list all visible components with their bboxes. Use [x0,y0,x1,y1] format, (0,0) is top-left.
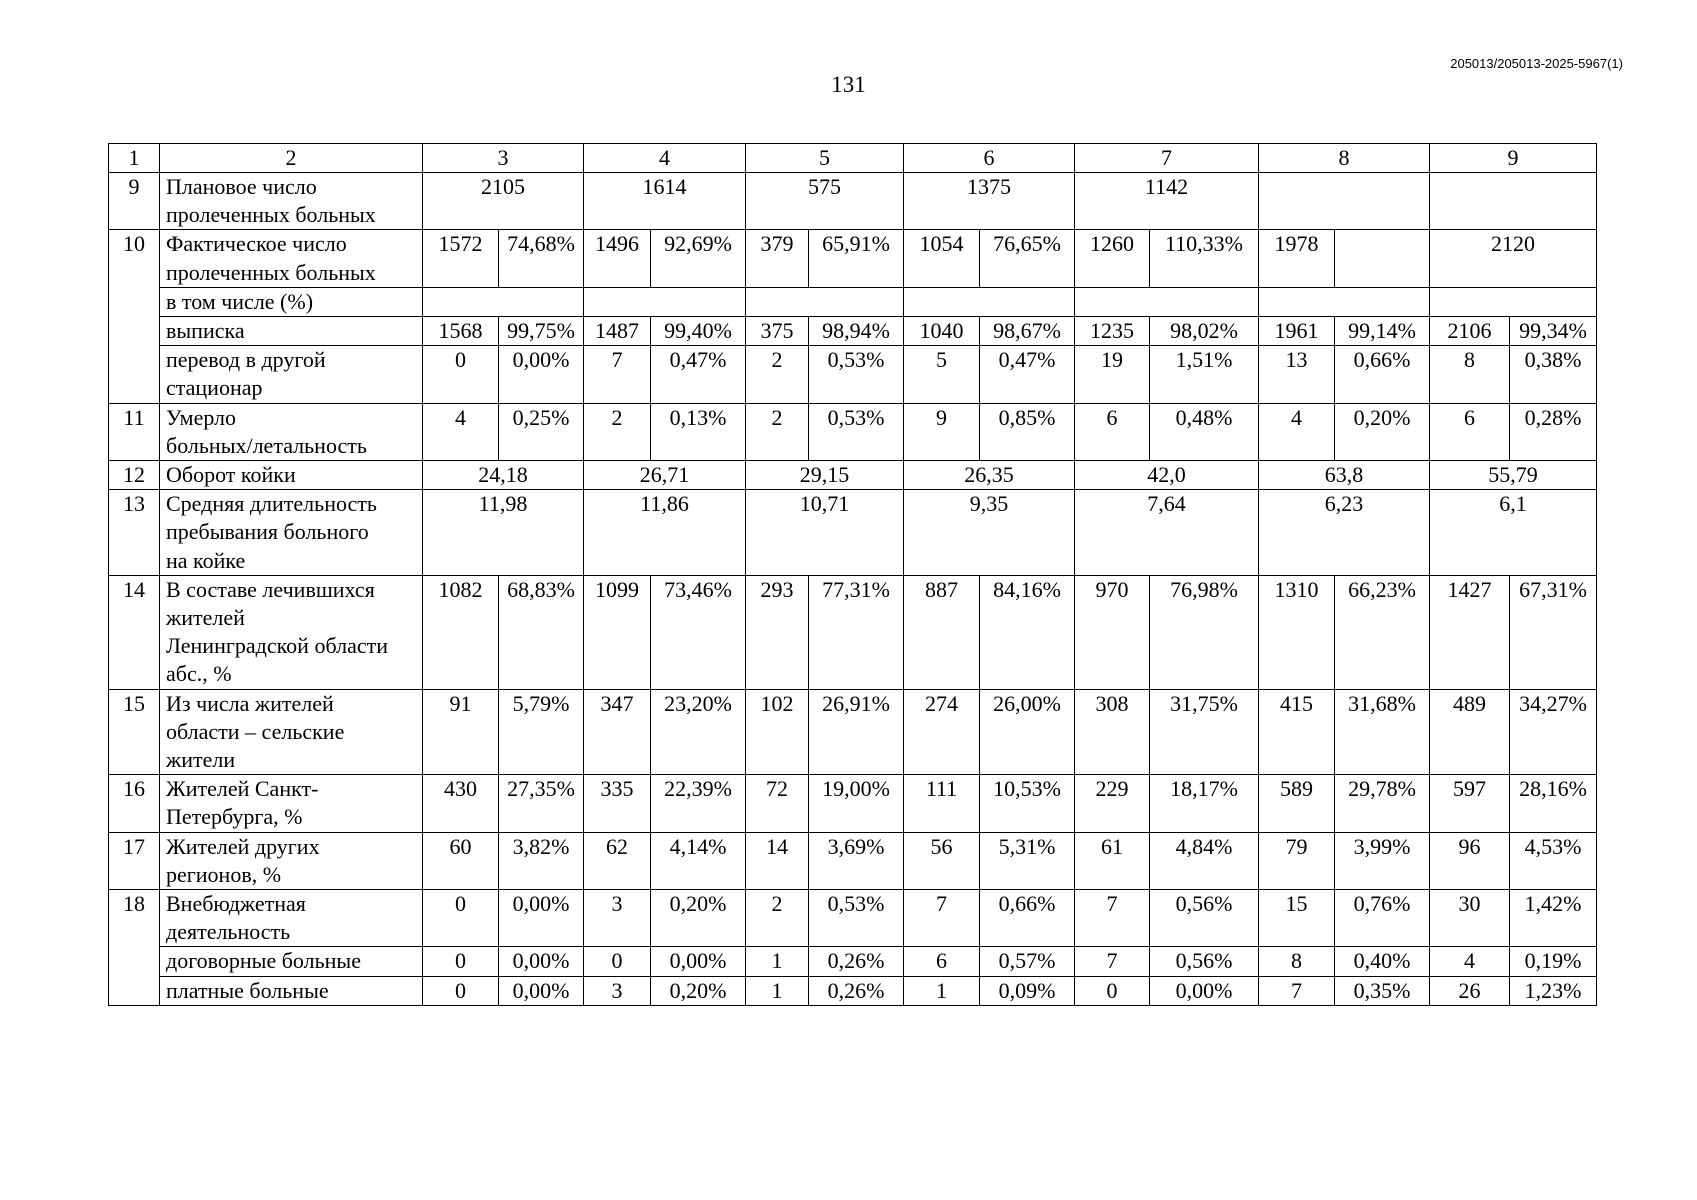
value-cell: 0,53% [809,403,904,460]
row-label: Из числа жителей области – сельские жители [160,689,423,775]
value-cell: 4,14% [651,832,746,889]
value-cell: 26,35 [904,461,1075,490]
table-header-row [109,144,1597,173]
value-cell: 375 [746,317,809,346]
value-cell: 0,26% [809,976,904,1005]
value-cell: 2 [746,890,809,947]
value-cell: 1142 [1075,173,1259,230]
value-cell: 99,34% [1510,317,1597,346]
value-cell: 6 [1430,403,1510,460]
value-cell: 3 [584,976,651,1005]
value-cell: 887 [904,575,980,689]
table-row [109,403,1597,460]
value-cell: 72 [746,775,809,832]
value-cell: 0,00% [499,976,584,1005]
row-label: Внебюджетная деятельность [160,890,423,947]
value-cell: 77,31% [809,575,904,689]
value-cell: 7 [584,346,651,403]
value-cell: 11,98 [423,490,584,576]
value-cell: 22,39% [651,775,746,832]
value-cell: 0,00% [499,947,584,976]
value-cell: 1260 [1075,230,1150,287]
value-cell: 0 [423,947,499,976]
value-cell: 1040 [904,317,980,346]
row-label: Фактическое число пролеченных больных [160,230,423,287]
table-row [109,346,1597,403]
value-cell: 31,68% [1335,689,1430,775]
value-cell: 293 [746,575,809,689]
value-cell: 7 [904,890,980,947]
value-cell: 98,67% [980,317,1075,346]
table-row [109,775,1597,832]
value-cell: 28,16% [1510,775,1597,832]
table-row [109,287,1597,316]
table-row [109,832,1597,889]
header-cell: 9 [1430,144,1597,173]
row-label: Жителей других регионов, % [160,832,423,889]
table-row [109,947,1597,976]
value-cell: 379 [746,230,809,287]
value-cell: 3,99% [1335,832,1430,889]
value-cell [1430,173,1597,230]
row-number: 14 [109,575,160,689]
value-cell: 0,56% [1150,947,1259,976]
row-label: Оборот койки [160,461,423,490]
value-cell: 30 [1430,890,1510,947]
value-cell: 0,47% [980,346,1075,403]
value-cell: 2 [746,403,809,460]
value-cell: 2120 [1430,230,1597,287]
row-label: перевод в другой стационар [160,346,423,403]
value-cell: 1614 [584,173,746,230]
row-label: выписка [160,317,423,346]
value-cell: 0,76% [1335,890,1430,947]
value-cell: 6 [1075,403,1150,460]
value-cell: 76,65% [980,230,1075,287]
value-cell: 4 [1259,403,1335,460]
value-cell: 73,46% [651,575,746,689]
value-cell: 9 [904,403,980,460]
value-cell: 5,79% [499,689,584,775]
header-cell: 3 [423,144,584,173]
value-cell: 26 [1430,976,1510,1005]
value-cell: 597 [1430,775,1510,832]
value-cell: 1310 [1259,575,1335,689]
header-cell: 7 [1075,144,1259,173]
value-cell: 0,47% [651,346,746,403]
table-row [109,173,1597,230]
value-cell: 229 [1075,775,1150,832]
empty-cell [1259,287,1430,316]
value-cell: 4 [1430,947,1510,976]
value-cell: 9,35 [904,490,1075,576]
table-row [109,490,1597,576]
row-label: Средняя длительность пребывания больного на койке [160,490,423,576]
value-cell: 1,42% [1510,890,1597,947]
value-cell: 13 [1259,346,1335,403]
value-cell: 0,48% [1150,403,1259,460]
value-cell: 0,26% [809,947,904,976]
value-cell: 8 [1259,947,1335,976]
value-cell: 6,1 [1430,490,1597,576]
value-cell: 0,09% [980,976,1075,1005]
value-cell: 589 [1259,775,1335,832]
value-cell: 0,00% [499,346,584,403]
value-cell: 1,23% [1510,976,1597,1005]
value-cell: 26,00% [980,689,1075,775]
value-cell: 0,40% [1335,947,1430,976]
value-cell: 61 [1075,832,1150,889]
value-cell: 1496 [584,230,651,287]
value-cell: 1235 [1075,317,1150,346]
value-cell: 1,51% [1150,346,1259,403]
value-cell: 26,71 [584,461,746,490]
value-cell: 0,66% [980,890,1075,947]
row-number: 15 [109,689,160,775]
value-cell: 3 [584,890,651,947]
value-cell: 27,35% [499,775,584,832]
value-cell: 68,83% [499,575,584,689]
value-cell: 0 [423,890,499,947]
value-cell: 8 [1430,346,1510,403]
value-cell: 4,53% [1510,832,1597,889]
value-cell: 1568 [423,317,499,346]
table-row [109,461,1597,490]
value-cell: 0,38% [1510,346,1597,403]
value-cell: 23,20% [651,689,746,775]
value-cell: 6 [904,947,980,976]
header-cell: 1 [109,144,160,173]
value-cell: 29,78% [1335,775,1430,832]
value-cell: 274 [904,689,980,775]
row-number: 9 [109,173,160,230]
value-cell: 65,91% [809,230,904,287]
table-row [109,890,1597,947]
empty-cell [746,287,904,316]
row-number: 13 [109,490,160,576]
value-cell: 0,00% [651,947,746,976]
row-label: Плановое число пролеченных больных [160,173,423,230]
value-cell: 1978 [1259,230,1335,287]
row-label: В составе лечившихся жителей Ленинградской области абс., % [160,575,423,689]
value-cell: 110,33% [1150,230,1259,287]
row-number: 10 [109,230,160,403]
value-cell: 5 [904,346,980,403]
value-cell: 7 [1259,976,1335,1005]
row-label: Умерло больных/летальность [160,403,423,460]
value-cell: 91 [423,689,499,775]
value-cell: 42,0 [1075,461,1259,490]
value-cell: 347 [584,689,651,775]
value-cell: 74,68% [499,230,584,287]
value-cell: 0,20% [651,890,746,947]
value-cell: 0,35% [1335,976,1430,1005]
empty-cell [1430,287,1597,316]
value-cell: 308 [1075,689,1150,775]
statistics-table [108,143,1597,1006]
value-cell: 1082 [423,575,499,689]
value-cell: 0,20% [651,976,746,1005]
row-number: 16 [109,775,160,832]
value-cell: 7 [1075,890,1150,947]
value-cell: 1 [904,976,980,1005]
value-cell: 84,16% [980,575,1075,689]
value-cell: 430 [423,775,499,832]
empty-cell [423,287,584,316]
value-cell: 0,56% [1150,890,1259,947]
value-cell: 55,79 [1430,461,1597,490]
value-cell: 2106 [1430,317,1510,346]
value-cell: 6,23 [1259,490,1430,576]
value-cell: 56 [904,832,980,889]
value-cell: 0 [1075,976,1150,1005]
value-cell: 489 [1430,689,1510,775]
value-cell: 4 [423,403,499,460]
value-cell: 3,82% [499,832,584,889]
value-cell: 26,91% [809,689,904,775]
value-cell: 99,40% [651,317,746,346]
value-cell: 62 [584,832,651,889]
value-cell: 335 [584,775,651,832]
row-number: 17 [109,832,160,889]
value-cell: 63,8 [1259,461,1430,490]
value-cell: 2 [746,346,809,403]
value-cell: 0,53% [809,890,904,947]
header-cell: 2 [160,144,423,173]
value-cell: 3,69% [809,832,904,889]
value-cell: 15 [1259,890,1335,947]
empty-cell [904,287,1075,316]
value-cell: 102 [746,689,809,775]
row-number: 11 [109,403,160,460]
value-cell: 99,75% [499,317,584,346]
value-cell: 415 [1259,689,1335,775]
value-cell: 1427 [1430,575,1510,689]
table-row [109,689,1597,775]
value-cell: 34,27% [1510,689,1597,775]
value-cell: 0,85% [980,403,1075,460]
empty-cell [584,287,746,316]
value-cell: 98,02% [1150,317,1259,346]
row-number: 12 [109,461,160,490]
value-cell: 98,94% [809,317,904,346]
value-cell: 575 [746,173,904,230]
value-cell: 0,00% [1150,976,1259,1005]
value-cell: 0,20% [1335,403,1430,460]
row-label: Жителей Санкт- Петербурга, % [160,775,423,832]
value-cell: 10,53% [980,775,1075,832]
row-label: договорные больные [160,947,423,976]
value-cell: 19 [1075,346,1150,403]
value-cell: 1 [746,976,809,1005]
value-cell: 19,00% [809,775,904,832]
value-cell: 1961 [1259,317,1335,346]
value-cell: 5,31% [980,832,1075,889]
value-cell: 0,00% [499,890,584,947]
value-cell: 2 [584,403,651,460]
value-cell: 76,98% [1150,575,1259,689]
table-row [109,317,1597,346]
value-cell: 10,71 [746,490,904,576]
value-cell: 0 [584,947,651,976]
value-cell: 7 [1075,947,1150,976]
value-cell: 29,15 [746,461,904,490]
value-cell: 96 [1430,832,1510,889]
empty-cell [1075,287,1259,316]
value-cell: 0,53% [809,346,904,403]
table-row [109,230,1597,287]
value-cell: 0,19% [1510,947,1597,976]
value-cell: 4,84% [1150,832,1259,889]
value-cell: 92,69% [651,230,746,287]
row-number: 18 [109,890,160,1006]
value-cell: 0,66% [1335,346,1430,403]
value-cell: 18,17% [1150,775,1259,832]
value-cell: 2105 [423,173,584,230]
value-cell: 67,31% [1510,575,1597,689]
value-cell: 0,57% [980,947,1075,976]
value-cell: 1054 [904,230,980,287]
value-cell: 0 [423,976,499,1005]
value-cell: 0,13% [651,403,746,460]
value-cell: 0 [423,346,499,403]
value-cell: 7,64 [1075,490,1259,576]
page-number: 131 [831,72,866,97]
header-cell: 8 [1259,144,1430,173]
value-cell: 1572 [423,230,499,287]
value-cell: 66,23% [1335,575,1430,689]
value-cell: 31,75% [1150,689,1259,775]
document-id: 205013/205013-2025-5967(1) [1450,56,1623,71]
value-cell: 111 [904,775,980,832]
header-cell: 6 [904,144,1075,173]
table-row [109,976,1597,1005]
header-cell: 4 [584,144,746,173]
value-cell: 0,28% [1510,403,1597,460]
value-cell [1259,173,1430,230]
value-cell: 1099 [584,575,651,689]
value-cell: 60 [423,832,499,889]
value-cell: 1 [746,947,809,976]
row-label: платные больные [160,976,423,1005]
value-cell: 79 [1259,832,1335,889]
table-row [109,575,1597,689]
value-cell [1335,230,1430,287]
header-cell: 5 [746,144,904,173]
value-cell: 0,25% [499,403,584,460]
value-cell: 24,18 [423,461,584,490]
value-cell: 14 [746,832,809,889]
value-cell: 11,86 [584,490,746,576]
value-cell: 99,14% [1335,317,1430,346]
value-cell: 1487 [584,317,651,346]
value-cell: 970 [1075,575,1150,689]
value-cell: 1375 [904,173,1075,230]
row-label: в том числе (%) [160,287,423,316]
